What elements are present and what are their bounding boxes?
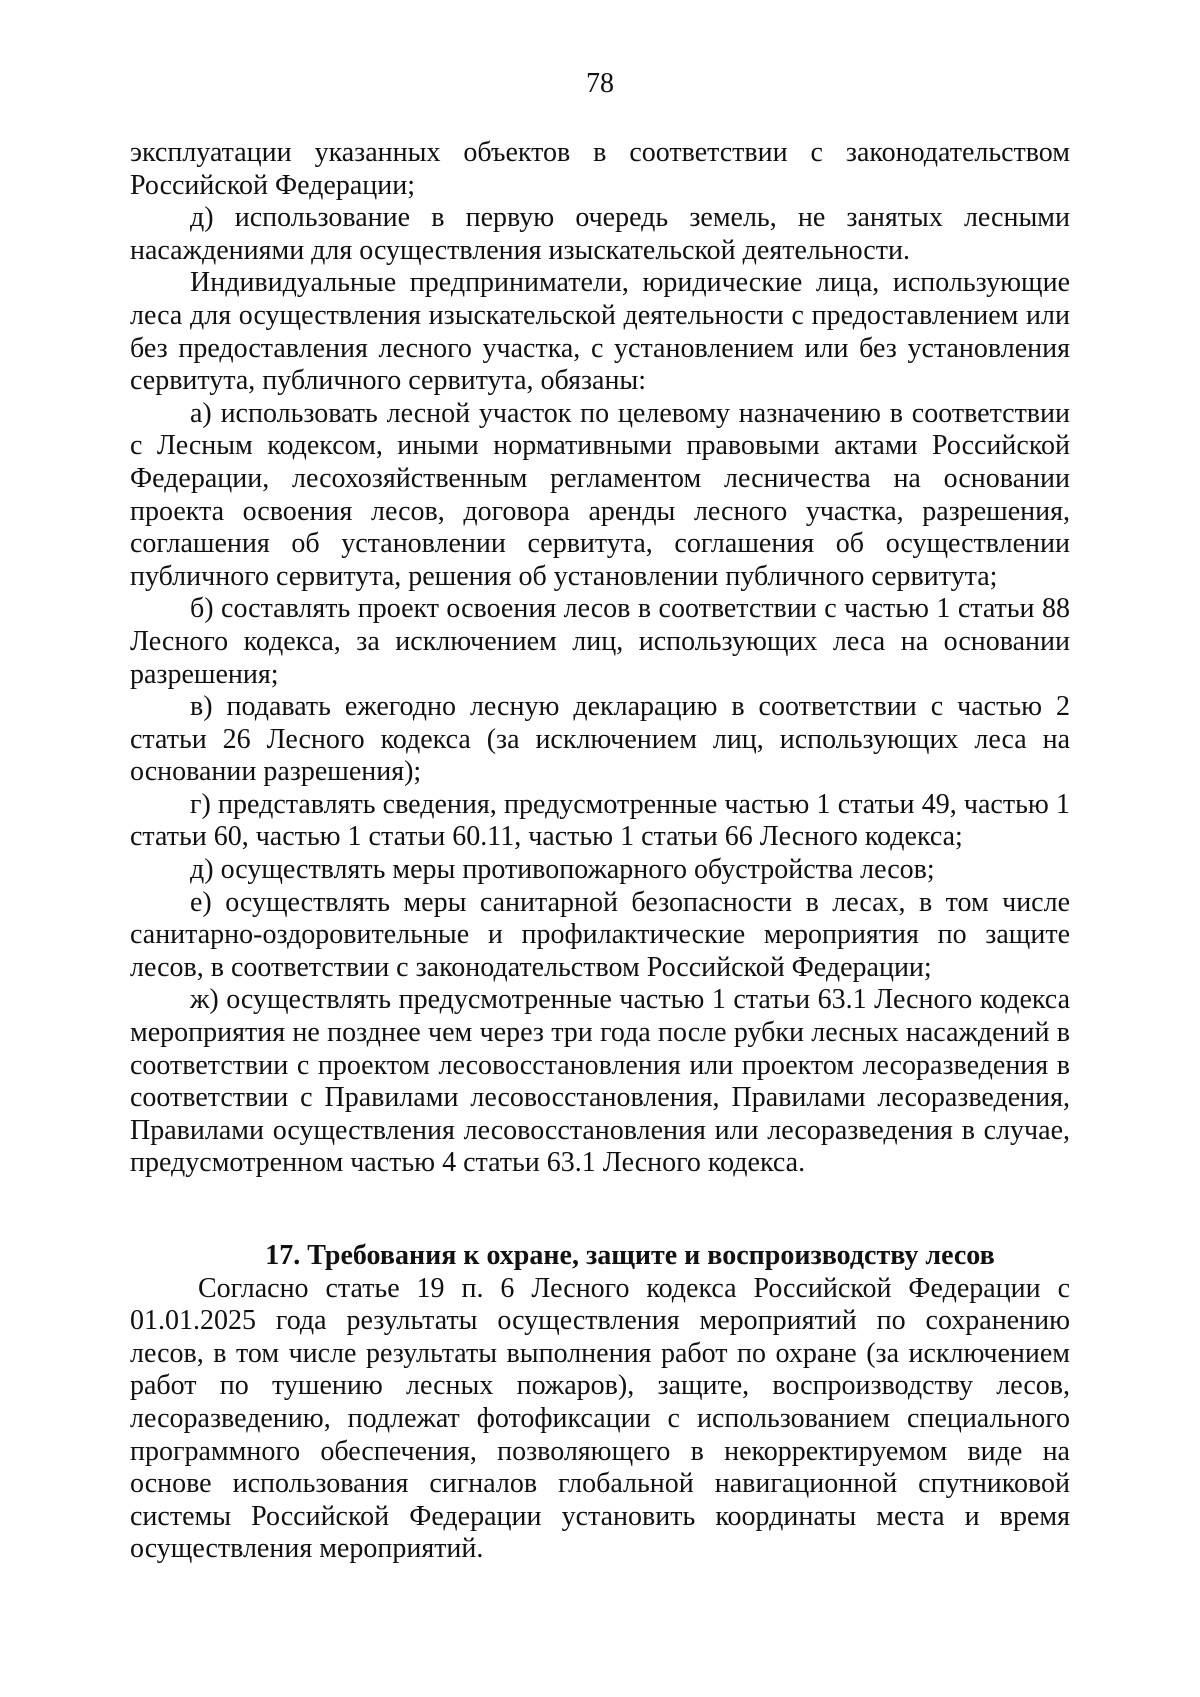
list-item-zh: ж) осуществлять предусмотренные частью 1 статьи 63.1 Лесного кодекса мероприятия не позднее чем через три года после рубки лесных насаждений в соответствии с проектом лесовосстановления или проектом лесоразведения в соответствии с Правилами лесовосстановления, Правилами лесоразведения, Правилами осуществления лесовосстановления или лесоразведения в случае, предусмотренном частью 4 статьи 63.1 Лесного кодекса. [130, 984, 1070, 1179]
list-item-d-land: д) использование в первую очередь земель, не занятых лесными насаждениями для осуществления изыскательской деятельности. [130, 202, 1070, 266]
list-item-d: д) осуществлять меры противопожарного обустройства лесов; [190, 854, 935, 886]
section-paragraph: Согласно статье 19 п. 6 Лесного кодекса Российской Федерации с 01.01.2025 года результаты осуществления мероприятий по сохранению лесов, в том числе результаты выполнения работ по охране (за исключением работ по тушению лесных пожаров), защите, воспроизводству лесов, лесоразведению, подлежат фотофиксации с использованием специального программного обеспечения, позволяющего в некорректируемом виде на основе использования сигналов глобальной навигационной спутниковой системы Российской Федерации установить координаты места и время осуществления мероприятий. [130, 1272, 1070, 1565]
list-item-v: в) подавать ежегодно лесную декларацию в соответствии с частью 2 статьи 26 Лесного кодекса (за исключением лиц, использующих леса на основании разрешения); [130, 691, 1070, 788]
list-item-g: г) представлять сведения, предусмотренные частью 1 статьи 49, частью 1 статьи 60, частью 1 статьи 60.11, частью 1 статьи 66 Лесного кодекса; [130, 788, 1070, 853]
list-item-a: а) использовать лесной участок по целевому назначению в соответствии с Лесным кодексом, иными нормативными правовыми актами Российской Федерации, лесохозяйственным регламентом лесничества на основании проекта освоения лесов, договора аренды лесного участка, разрешения, соглашения об установлении сервитута, соглашения об осуществлении публичного сервитута, решения об установлении публичного сервитута; [130, 397, 1070, 592]
list-item-e: е) осуществлять меры санитарной безопасности в лесах, в том числе санитарно-оздоровительные и профилактические мероприятия по защите лесов, в соответствии с законодательством Российской Федерации; [130, 886, 1070, 983]
section-17 [130, 1240, 1070, 1566]
page-number: 78 [586, 68, 614, 99]
paragraph-obligations-intro: Индивидуальные предприниматели, юридические лица, использующие леса для осуществления изыскательской деятельности с предоставлением или без предоставления лесного участка, с установлением или без установления сервитута, публичного сервитута, обязаны: [130, 267, 1070, 397]
list-item-b: б) составлять проект освоения лесов в соответствии с частью 1 статьи 88 Лесного кодекса, за исключением лиц, использующих леса на основании разрешения; [130, 593, 1070, 690]
body-text [130, 137, 1070, 1180]
section-heading: 17. Требования к охране, защите и воспроизводству лесов [265, 1240, 995, 1271]
paragraph-continuation: эксплуатации указанных объектов в соответствии с законодательством Российской Федерации; [130, 137, 1070, 201]
